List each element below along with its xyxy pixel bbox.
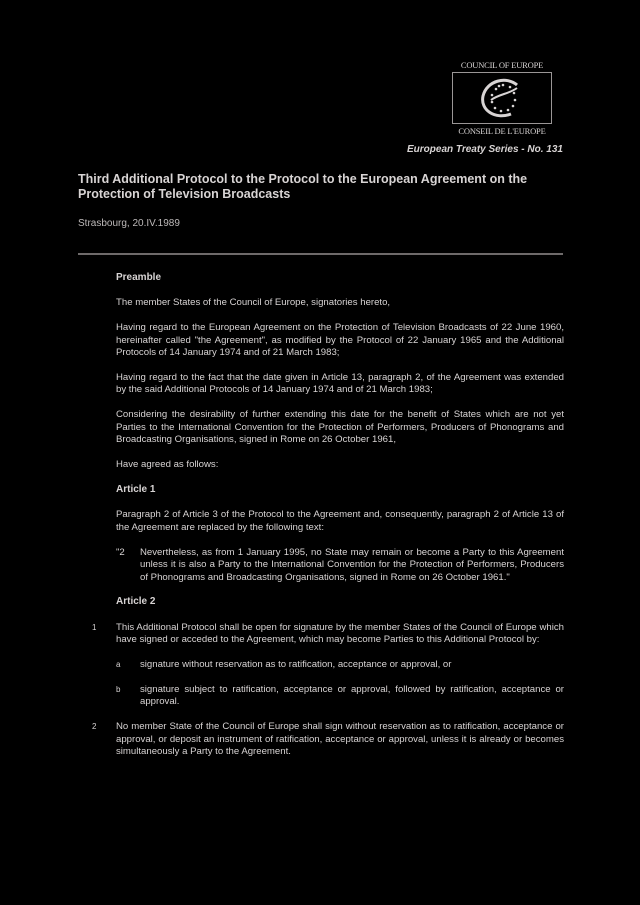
article-2-item: [78, 721, 564, 758]
preamble-paragraph: Have agreed as follows:: [116, 459, 219, 471]
subitem-text: signature without reservation as to ratification, acceptance or approval, or: [140, 659, 452, 671]
preamble-paragraph: Considering the desirability of further extending this date for the benefit of States which are not yet Parties to the International Convention for the Protection of Performers, Producers of Phonograms and Broadcasting Organisations, signed in Rome on 26 October 1961,: [116, 409, 564, 446]
preamble-paragraph: The member States of the Council of Europe, signatories hereto,: [116, 297, 391, 309]
subitem-marker: a: [116, 660, 121, 670]
subitem-text: signature subject to ratification, acceptance or approval, followed by ratification, acceptance or approval.: [140, 684, 564, 708]
logo-bottom-text: CONSEIL DE L'EUROPE: [458, 126, 546, 136]
place-date: Strasbourg, 20.IV.1989: [78, 218, 180, 229]
item-text: This Additional Protocol shall be open for signature by the member States of the Council of Europe which have signed or acceded to the Agreement, which may become Parties to this Additional Protocol by:: [116, 621, 564, 646]
item-marker: 1: [92, 622, 97, 632]
article-1-heading: Article 1: [116, 483, 156, 495]
article-2-item: [78, 622, 564, 647]
logo-emblem-box: [452, 72, 552, 124]
council-of-europe-logo: [452, 60, 552, 136]
article-2-subitem: [116, 684, 564, 709]
preamble-heading: Preamble: [116, 272, 162, 283]
logo-top-text: COUNCIL OF EUROPE: [460, 60, 544, 70]
article-1-intro: Paragraph 2 of Article 3 of the Protocol to the Agreement and, consequently, paragraph 2 of Article 13 of the Agreement are replaced by the following text:: [116, 509, 564, 533]
article-1-quote: [116, 547, 564, 584]
council-of-europe-emblem-icon: [477, 76, 529, 122]
quote-marker: "2: [116, 546, 125, 558]
quote-text: Nevertheless, as from 1 January 1995, no State may remain or become a Party to this Agreement unless it is also a Party to the International Convention for the Protection of Performers, Producers of Phonograms and Broadcasting Organisations, signed in Rome on 26 October 1961.": [140, 546, 564, 583]
article-2-subitem: [116, 659, 564, 671]
document-body: [92, 272, 564, 771]
item-text: No member State of the Council of Europe shall sign without reservation as to ratification, acceptance or approval, or deposit an instrument of ratification, acceptance or approval, unless it is already or becomes simultaneously a Party to the Agreement.: [116, 721, 564, 758]
article-2-heading: Article 2: [116, 596, 156, 608]
preamble-paragraph: Having regard to the fact that the date given in Article 13, paragraph 2, of the Agreement was extended by the said Additional Protocols of 14 January 1974 and of 21 March 1983;: [116, 372, 564, 396]
subitem-marker: b: [116, 685, 121, 695]
divider: [78, 253, 563, 255]
document-title: Third Additional Protocol to the Protocol to the European Agreement on the Protection of Television Broadcasts: [78, 172, 528, 201]
preamble-paragraph: Having regard to the European Agreement on the Protection of Television Broadcasts of 22 June 1960, hereinafter called "the Agreement", as modified by the Protocol of 22 January 1965 and the Additional Protocols of 14 January 1974 and of 21 March 1983;: [116, 322, 564, 359]
item-marker: 2: [92, 722, 97, 732]
treaty-series-label: European Treaty Series - No. 131: [407, 144, 563, 155]
